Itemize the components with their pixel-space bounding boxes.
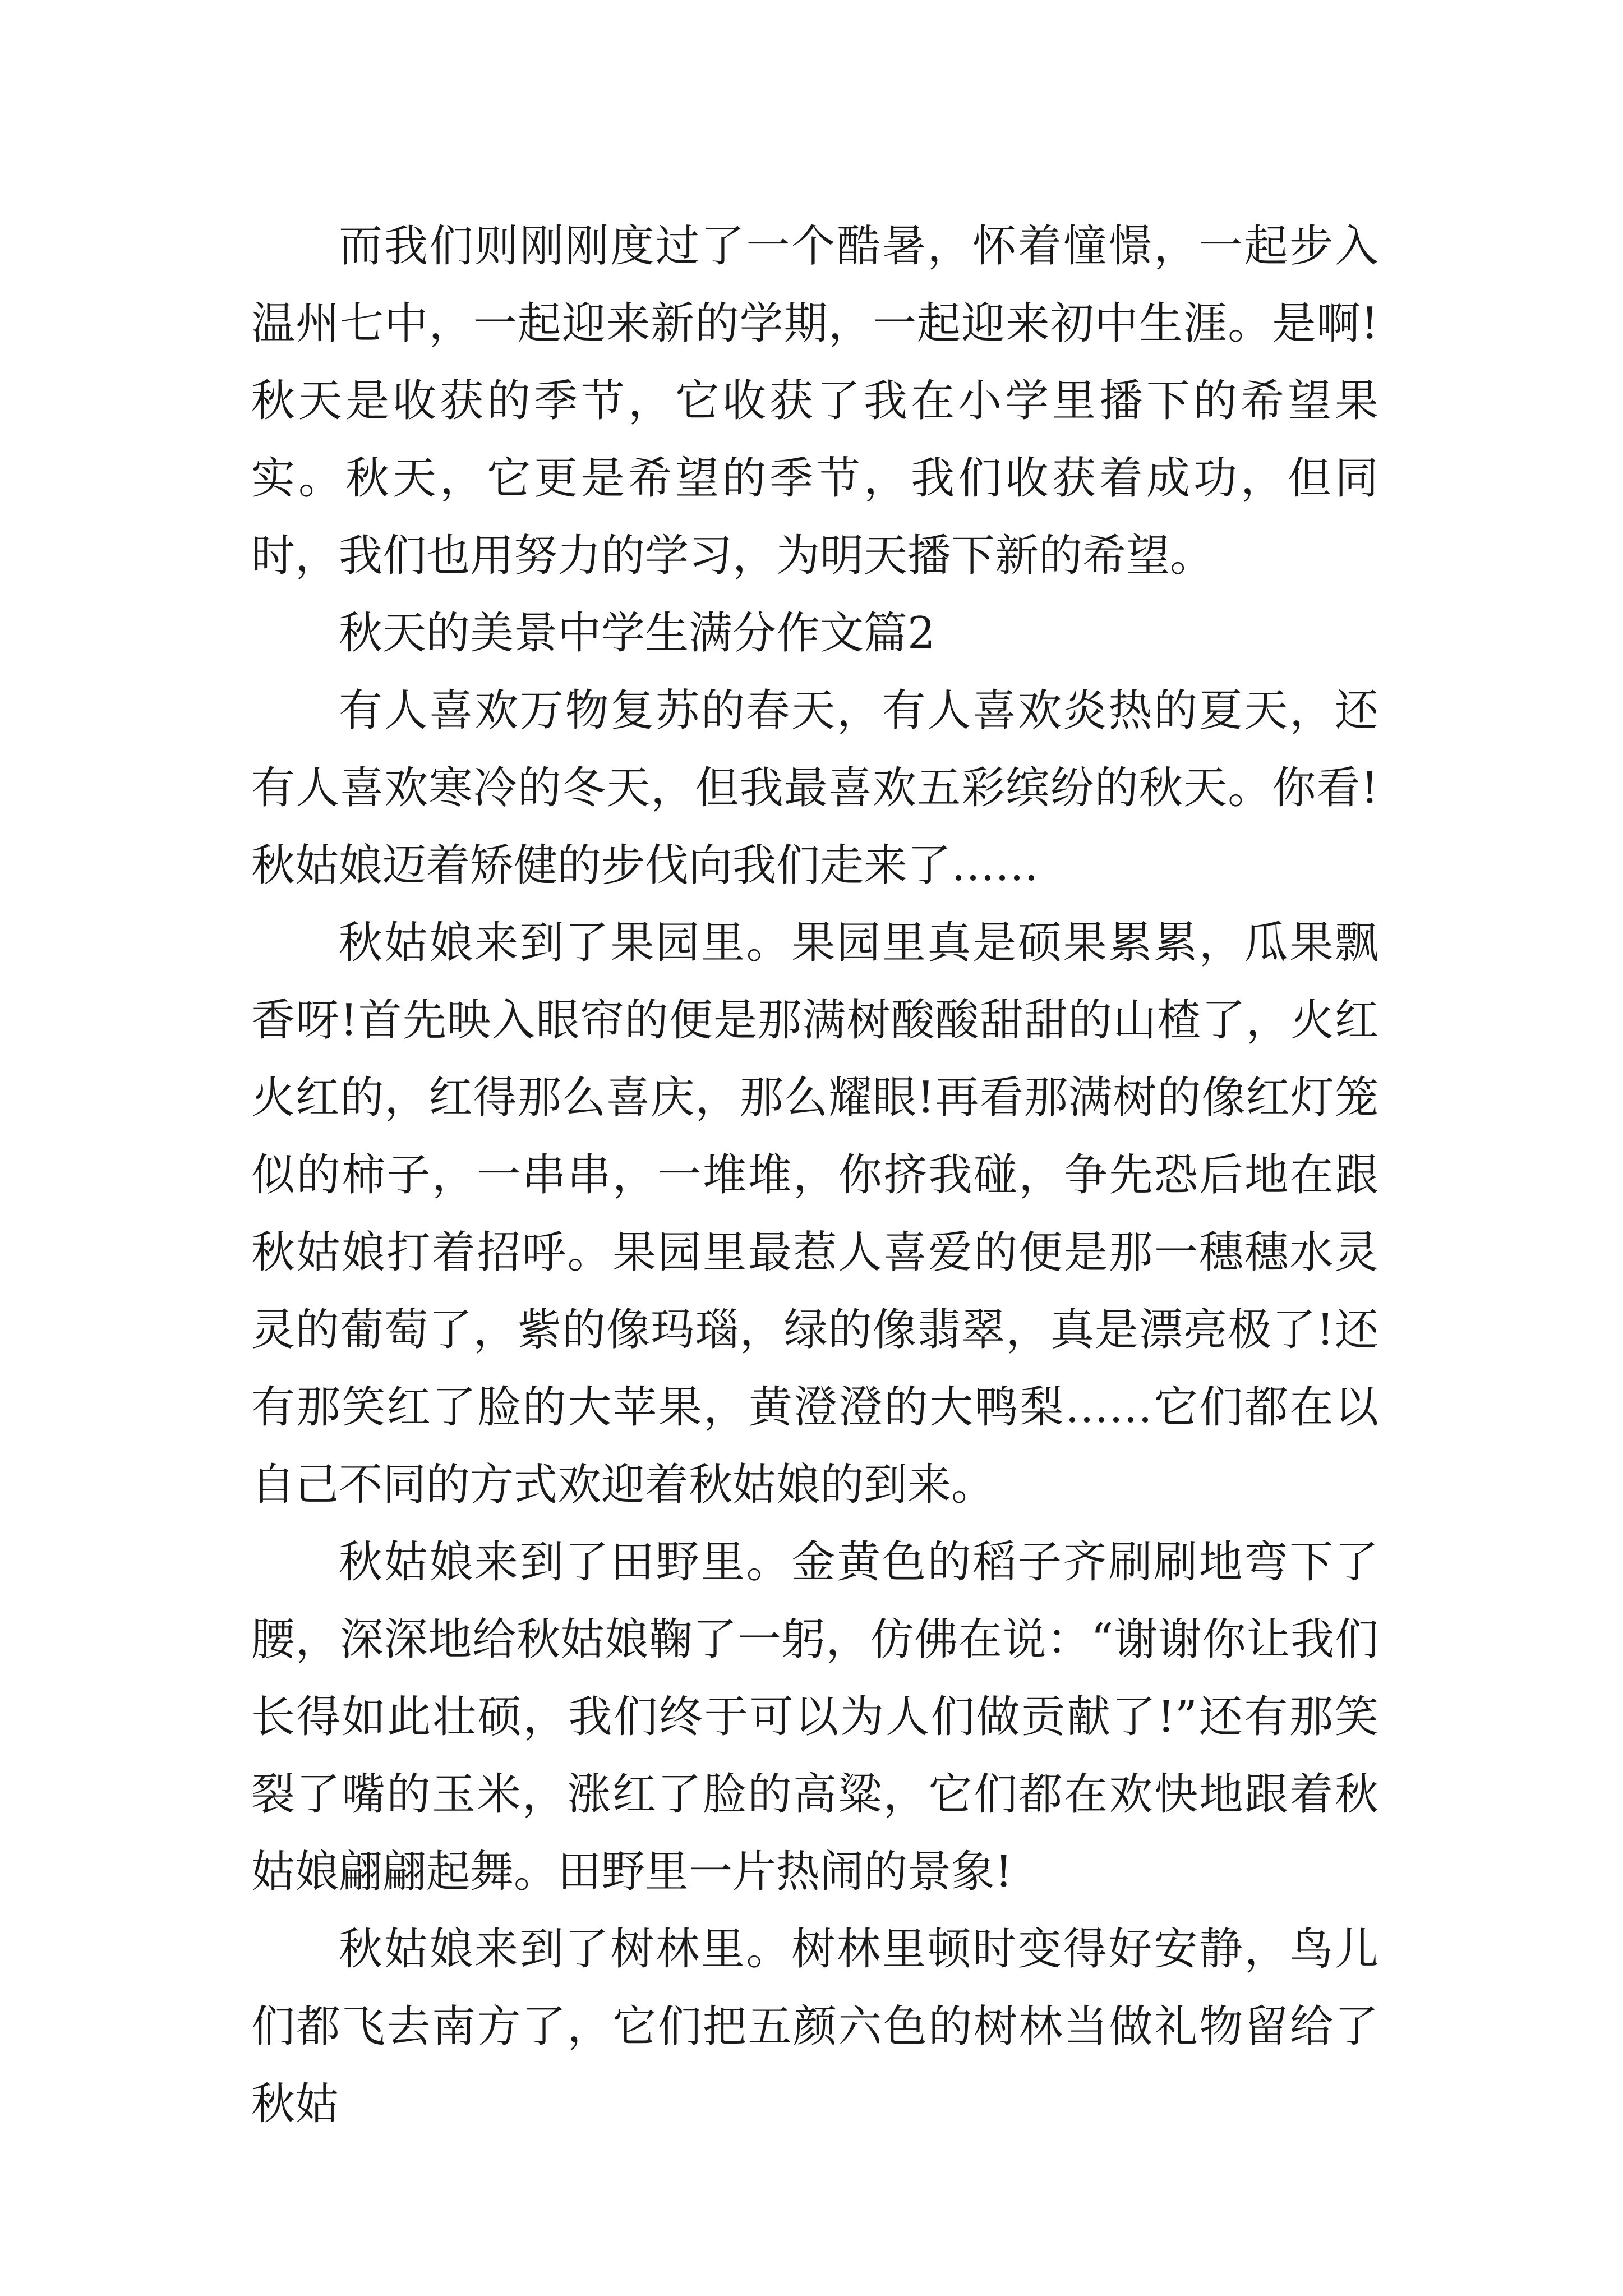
paragraph-seasons: 有人喜欢万物复苏的春天，有人喜欢炎热的夏天，还有人喜欢寒冷的冬天，但我最喜欢五彩缤纷的秋天。你看!秋姑娘迈着矫健的步伐向我们走来了…… <box>251 685 1378 891</box>
section-heading: 秋天的美景中学生满分作文篇2 <box>339 608 935 659</box>
paragraph-fields: 秋姑娘来到了田野里。金黄色的稻子齐刷刷地弯下了腰，深深地给秋姑娘鞠了一躬，仿佛在说：“谢谢你让我们长得如此壮硕，我们终于可以为人们做贡献了!”还有那笑裂了嘴的玉米，涨红了脸的高粱，它们都在欢快地跟着秋姑娘翩翩起舞。田野里一片热闹的景象! <box>251 1537 1378 1897</box>
paragraph-intro: 而我们则刚刚度过了一个酷暑，怀着憧憬，一起步入温州七中，一起迎来新的学期，一起迎来初中生涯。是啊!秋天是收获的季节，它收获了我在小学里播下的希望果实。秋天，它更是希望的季节，我们收获着成功，但同时，我们也用努力的学习，为明天播下新的希望。 <box>251 221 1378 581</box>
paragraph-woods: 秋姑娘来到了树林里。树林里顿时变得好安静，鸟儿们都飞去南方了，它们把五颜六色的树林当做礼物留给了秋姑 <box>251 1924 1378 2129</box>
document-body <box>251 208 1378 2143</box>
paragraph-orchard: 秋姑娘来到了果园里。果园里真是硕果累累，瓜果飘香呀!首先映入眼帘的便是那满树酸酸甜甜的山楂了，火红火红的，红得那么喜庆，那么耀眼!再看那满树的像红灯笼似的柿子，一串串，一堆堆，你挤我碰，争先恐后地在跟秋姑娘打着招呼。果园里最惹人喜爱的便是那一穗穗水灵灵的葡萄了，紫的像玛瑙，绿的像翡翠，真是漂亮极了!还有那笑红了脸的大苹果，黄澄澄的大鸭梨……它们都在以自己不同的方式欢迎着秋姑娘的到来。 <box>251 918 1378 1510</box>
